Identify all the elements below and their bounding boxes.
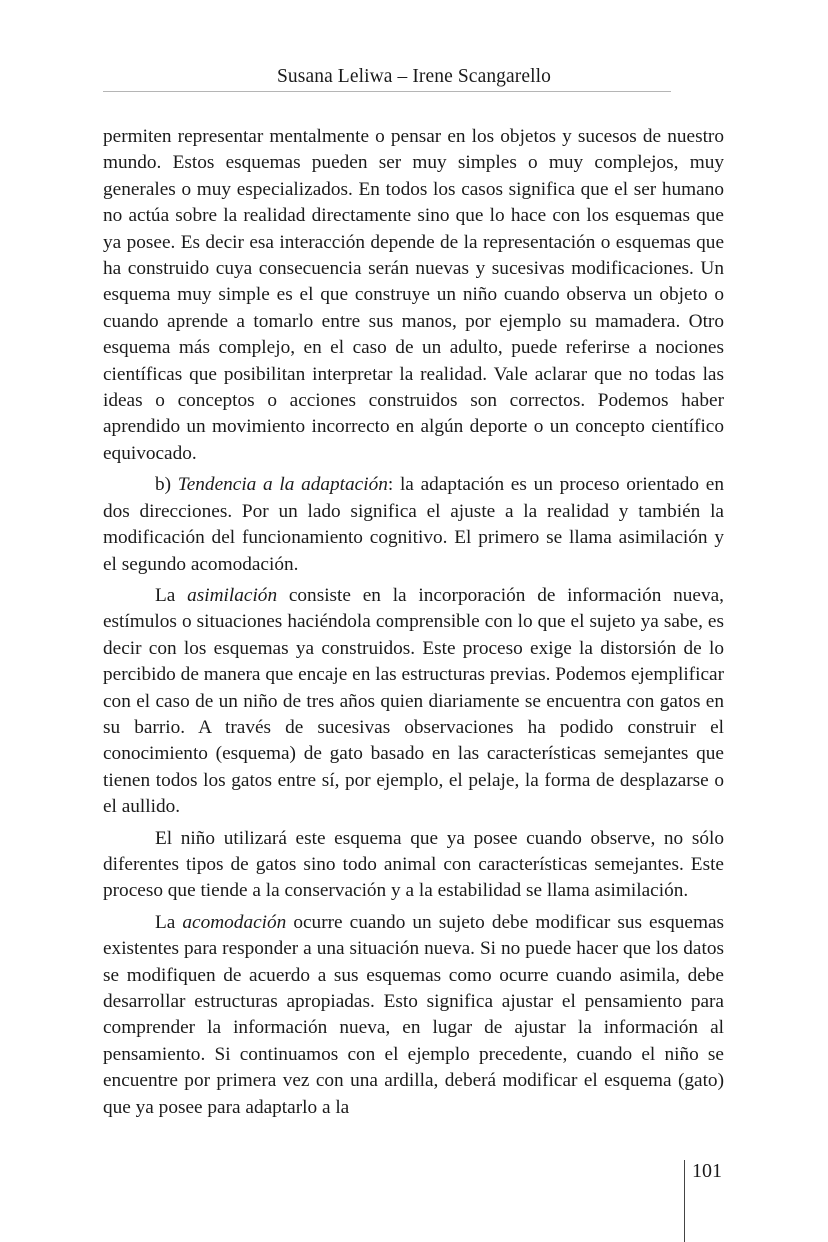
italic-term: Tendencia a la adaptación <box>177 474 388 496</box>
text-run: La <box>155 911 183 933</box>
text-run: El niño utilizará este esquema que ya posee cuando observe, no sólo diferentes tipos de gatos sino todo animal con características semejantes. Este proceso que tiende a la conservación y a la estabilidad se llama asimilación. <box>103 827 724 902</box>
text-run: ocurre cuando un sujeto debe modificar sus esquemas existentes para responder a una situación nueva. Si no puede hacer que los datos se modifiquen de acuerdo a sus esquemas como ocurre cuando asimila, debe desarrollar estructuras apropiadas. Esto significa ajustar el pensamiento para comprender la información nueva, en lugar de ajustar la información al pensamiento. Si continuamos con el ejemplo precedente, cuando el niño se encuentre por primera vez con una ardilla, deberá modificar el esquema (gato) que ya posee para adaptarlo a la <box>103 911 724 1118</box>
italic-term: acomodación <box>182 911 287 933</box>
folio-rule <box>684 1160 685 1242</box>
running-head: Susana Leliwa – Irene Scangarello <box>276 66 552 87</box>
paragraph <box>103 472 724 578</box>
text-run: consiste en la incorporación de información nueva, estímulos o situaciones haciéndola comprensible con lo que el sujeto ya sabe, es decir con los esquemas ya construidos. Este proceso exige la distorsión de lo percibido de manera que encaje en las estructuras previas. Podemos ejemplificar con el caso de un niño de tres años quien diariamente se encuentra con gatos en su barrio. A través de sucesivas observaciones ha podido construir el conocimiento (esquema) de gato basado en las características semejantes que tienen todos los gatos entre sí, por ejemplo, el pelaje, la forma de desplazarse o el aullido. <box>103 584 725 818</box>
paragraph <box>103 583 724 821</box>
text-run: permiten representar mentalmente o pensar en los objetos y sucesos de nuestro mundo. Estos esquemas pueden ser muy simples o muy complejos, muy generales o muy especializados. En todos los casos significa que el ser humano no actúa sobre la realidad directamente sino que lo hace con los esquemas que ya posee. Es decir esa interacción depende de la representación o esquemas que ha construido cuya consecuencia serán nuevas y sucesivas modificaciones. Un esquema muy simple es el que construye un niño cuando observa un objeto o cuando aprende a tomarlo entre sus manos, por ejemplo su mamadera. Otro esquema más complejo, en el caso de un adulto, puede referirse a nociones científicas que posibilitan interpretar la realidad. Vale aclarar que no todas las ideas o conceptos o acciones construidos son correctos. Podemos haber aprendido un movimiento incorrecto en algún deporte o un concepto científico equivocado. <box>103 126 724 464</box>
paragraph <box>103 910 724 1121</box>
text-run: : la adaptación es un proceso orientado en dos direcciones. Por un lado significa el ajuste a la realidad y también la modificación del funcionamiento cognitivo. El primero se llama asimilación y el segundo acomodación. <box>103 474 724 575</box>
header-rule <box>103 91 671 92</box>
italic-term: asimilación <box>187 584 278 606</box>
text-run: b) <box>155 474 178 496</box>
text-run: La <box>155 584 188 606</box>
paragraph <box>103 124 724 467</box>
paragraph <box>103 826 724 905</box>
page-number: 101 <box>692 1160 722 1182</box>
body-text <box>103 124 724 1126</box>
